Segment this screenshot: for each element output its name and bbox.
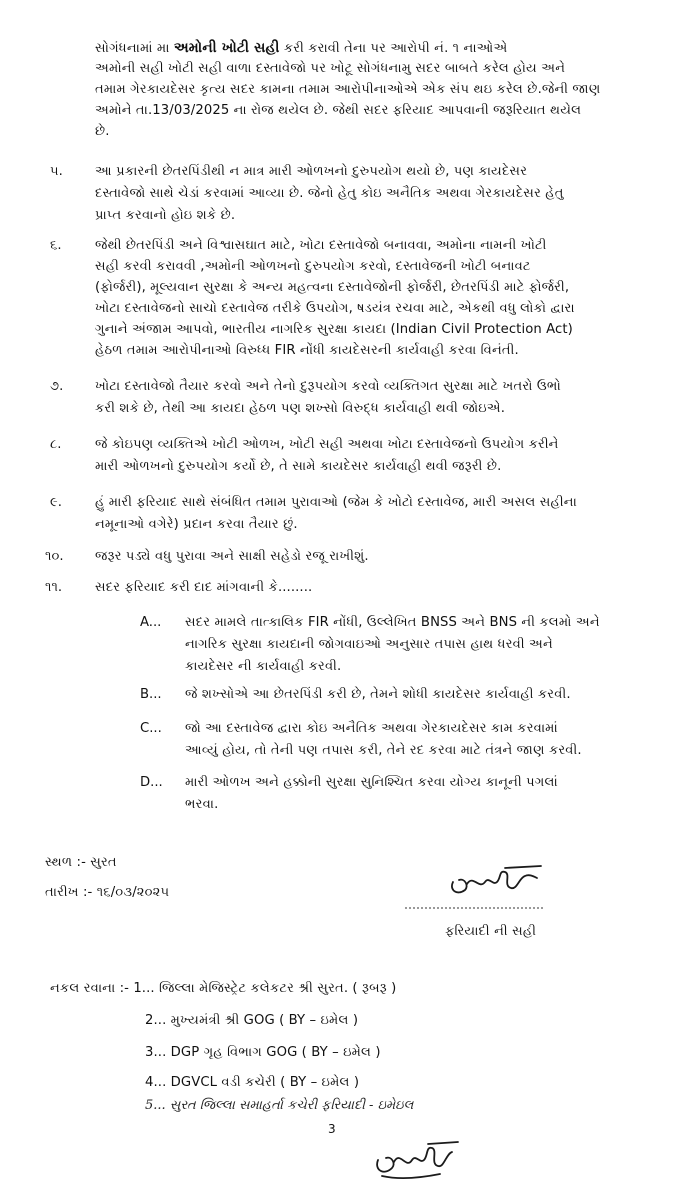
copy-to-label: નકલ રવાના :- (50, 981, 134, 996)
intro-line-5: છે. (95, 124, 110, 139)
subitem-label: D... (140, 775, 163, 790)
item-line: (ફોર્જરી), મૂલ્યવાન સુરક્ષા કે અન્ય મહત્વના દસ્તાવેજોની ફોર્જરી, છેતરપિંડી માટે ફોર્જરી, (95, 280, 570, 295)
item-number: ૬. (50, 238, 62, 253)
item-line: કરી શકે છે, તેથી આ કાયદા હેઠળ પણ શખ્સો વિરુદ્ધ કાર્યવાહી થવી જોઇએ. (95, 401, 506, 416)
complainant-signature (445, 860, 545, 902)
item-line: જે કોઇપણ વ્યક્તિએ ખોટી ઓળખ, ખોટી સહી અથવા ખોટા દસ્તાવેજનો ઉપયોગ કરીને (95, 437, 559, 452)
intro-text: કરી કરાવી તેના પર આરોપી નં. ૧ નાઓએ (279, 41, 508, 56)
subitem-label: A... (140, 615, 162, 630)
item-number: ૫. (50, 164, 63, 179)
item-line: ખોટા દસ્તાવેજનો સાચો દસ્તાવેજ તરીકે ઉપયોગ, ષડયંત્ર રચવા માટે, એકથી વધુ લોકો દ્વારા (95, 301, 575, 316)
item-line: આ પ્રકારની છેતરપિંડીથી ન માત્ર મારી ઓળખનો દુરુપયોગ થયો છે, પણ કાયદેસર (95, 164, 528, 179)
intro-bold-text: અમોની ખોટી સહી (173, 40, 280, 56)
item-line: હું મારી ફરિયાદ સાથે સંબંધિત તમામ પુરાવાઓ (જેમ કે ખોટો દસ્તાવેજ, મારી અસલ સહીના (95, 495, 577, 510)
subitem-label: C... (140, 721, 162, 736)
item-line: ખોટા દસ્તાવેજો તૈયાર કરવો અને તેનો દુરૂપયોગ કરવો વ્યક્તિગત સુરક્ષા માટે ખતરો ઉભો (95, 379, 561, 394)
copy-item: 3... DGP ગૃહ વિભાગ GOG ( BY – ઇમેલ ) (145, 1045, 381, 1060)
item-line: સદર ફરિયાદ કરી દાદ માંગવાની કે........ (95, 580, 313, 595)
item-line: મારી ઓળખનો દુરુપયોગ કર્યો છે, તે સામે કાયદેસર કાર્યવાહી થવી જરૂરી છે. (95, 459, 502, 474)
copy-item: 4... DGVCL વડી કચેરી ( BY – ઇમેલ ) (145, 1075, 360, 1090)
handwritten-note: 5... સુરત જિલ્લા સમાહર્તા કચેરી ફરિયાદી - ઇમેઇલ (145, 1098, 414, 1113)
intro-line-4: અમોને તા.13/03/2025 ના રોજ થયેલ છે. જેથી સદર ફરિયાદ આપવાની જરૂરિયાત થયેલ (95, 103, 582, 118)
item-number: ૭. (50, 379, 64, 394)
subitem-line: આવ્યું હોય, તો તેની પણ તપાસ કરી, તેને રદ કરવા માટે તંત્રને જાણ કરવી. (185, 743, 582, 758)
subitem-line: જો આ દસ્તાવેજ દ્વારા કોઇ અનૈતિક અથવા ગેરકાયદેસર કામ કરવામાં (185, 721, 558, 736)
item-line: દસ્તાવેજો સાથે ચેડાં કરવામાં આવ્યા છે. જેનો હેતુ કોઇ અનૈતિક અથવા ગેરકાયદેસર હેતુ (95, 186, 564, 201)
item-line: જેથી છેતરપિંડી અને વિશ્વાસઘાત માટે, ખોટા દસ્તાવેજો બનાવવા, અમોના નામની ખોટી (95, 238, 547, 253)
intro-text: સોગંધનામાં મા (95, 41, 174, 56)
complainant-signature-label: ફરિયાદી ની સહી (445, 924, 537, 939)
subitem-line: નાગરિક સુરક્ષા કાયદાની જોગવાઇઓ અનુસાર તપાસ હાથ ધરવી અને (185, 637, 553, 652)
item-line: સહી કરવી કરાવવી ,અમોની ઓળખનો દુરુપયોગ કરવો, દસ્તાવેજની ખોટી બનાવટ (95, 259, 531, 274)
page-number: 3 (328, 1122, 336, 1136)
subitem-line: સદર મામલે તાત્કાલિક FIR નોંધી, ઉલ્લેખિત BNSS અને BNS ની કલમો અને (185, 615, 600, 630)
item-line: પ્રાપ્ત કરવાનો હોઇ શકે છે. (95, 208, 236, 223)
subitem-line: કાયદેસર ની કાર્યવાહી કરવી. (185, 659, 342, 674)
item-number: ૮. (50, 437, 62, 452)
subitem-line: ભરવા. (185, 797, 219, 812)
intro-line-3: તમામ ગેરકાયદેસર કૃત્ય સદર કામના તમામ આરોપીનાઓએ એક સંપ થઇ કરેલ છે.જેની જાણ (95, 82, 601, 97)
subitem-line: જે શખ્સોએ આ છેતરપિંડી કરી છે, તેમને શોધી કાયદેસર કાર્યવાહી કરવી. (185, 687, 571, 702)
subitem-label: B... (140, 687, 162, 702)
item-line: ગુનાને અંજામ આપવો, ભારતીય નાગરિક સુરક્ષા કાયદા (Indian Civil Protection Act) (95, 322, 573, 337)
item-number: ૧૦. (45, 549, 64, 564)
item-line: જરૂર પડ્યે વધુ પુરાવા અને સાક્ષી સહેડો રજૂ રાખીશું. (95, 549, 369, 564)
subitem-line: મારી ઓળખ અને હક્કોની સુરક્ષા સુનિશ્ચિત કરવા યોગ્ય કાનૂની પગલાં (185, 775, 558, 790)
bottom-signature (370, 1134, 460, 1184)
item-number: ૯. (50, 495, 62, 510)
date-line: તારીખ :- ૧૬/૦૩/૨૦૨૫ (45, 885, 170, 900)
signature-line (405, 906, 545, 910)
intro-line-2: અમોની સહી ખોટી સહી વાળા દસ્તાવેજો પર ખોટૂ સોગંધનામુ સદર બાબતે કરેલ હોય અને (95, 61, 566, 76)
intro-line-1 (95, 38, 508, 59)
copy-to-line-1 (50, 979, 396, 999)
copy-item: 2... મુખ્યમંત્રી શ્રી GOG ( BY – ઇમેલ ) (145, 1013, 359, 1028)
copy-item: 1... જિલ્લા મેજિસ્ટ્રેટ કલેકટર શ્રી સુરત. ( રૂબરૂ ) (133, 981, 397, 996)
item-number: ૧૧. (45, 580, 63, 595)
place-line: સ્થળ :- સુરત (45, 855, 117, 870)
item-line: નમૂનાઓ વગેરે) પ્રદાન કરવા તૈયાર છું. (95, 517, 298, 532)
item-line: હેઠળ તમામ આરોપીનાઓ વિરુધ્ધ FIR નોંધી કાયદેસરની કાર્યવાહી કરવા વિનંતી. (95, 343, 519, 358)
